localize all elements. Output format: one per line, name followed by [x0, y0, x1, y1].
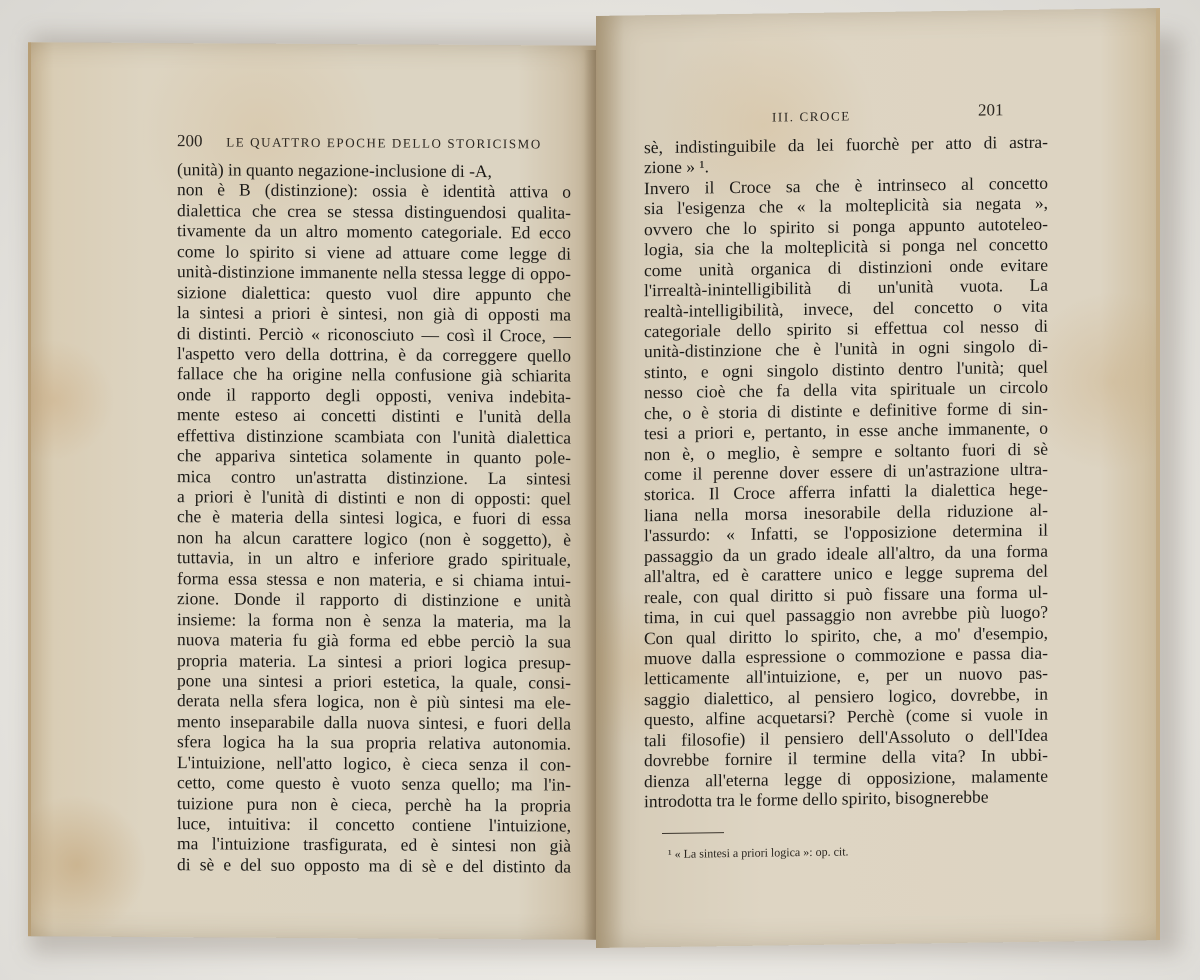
text-line: a priori è l'unità di distinti e non di opposti: quel	[177, 486, 571, 509]
text-line: tuizione pura non è cieca, perchè ha la propria	[177, 792, 571, 816]
text-line: sè, indistinguibile da lei fuorchè per atto di astra-	[644, 131, 1048, 158]
text-line: pone una sintesi a priori estetica, la quale, consi-	[177, 670, 571, 693]
right-body-text	[644, 132, 1048, 812]
right-running-head: III. CROCE	[772, 108, 851, 125]
text-line: derata nella sfera logica, non è più sintesi ma ele-	[177, 690, 571, 713]
text-line: unità-distinzione che è l'unità in ogni singolo di-	[644, 336, 1048, 362]
text-line: questo, alfine acquetarsi? Perchè (come si vuole in	[644, 703, 1048, 730]
text-line: zione. Donde il rapporto di distinzione e unità	[177, 588, 571, 611]
left-running-head: LE QUATTRO EPOCHE DELLO STORICISMO	[226, 134, 542, 152]
text-line: nesso cioè che fa della vita spirituale un circolo	[644, 376, 1048, 403]
text-line: non ha alcun carattere logico (non è soggetto), è	[177, 527, 571, 550]
text-line: come lo spirito si viene ad attuare come legge di	[177, 240, 571, 264]
left-page	[28, 42, 603, 940]
text-line: di sè e del suo opposto ma di sè e del distinto da	[177, 854, 571, 877]
text-line: ovvero che lo spirito si ponga appunto autoteleo-	[644, 213, 1048, 240]
text-line: liana nella morsa inesorabile della riduzione al-	[644, 499, 1048, 526]
footnote: ¹ « La sintesi a priori logica »: op. cit.	[668, 844, 849, 861]
text-line: L'intuizione, nell'atto logico, è cieca senza il con-	[177, 751, 571, 775]
text-line: non è, o meglio, è sempre e soltanto fuori di sè	[644, 438, 1048, 464]
text-line: che, o è storia di distinte e definitive forme di sin-	[644, 397, 1048, 423]
text-line: zione » ¹.	[644, 156, 710, 178]
text-line: Invero il Croce sa che è intrinseco al concetto	[644, 172, 1048, 199]
text-line: dienza all'eterna legge di opposizione, malamente	[644, 765, 1048, 791]
text-line: che è materia della sintesi logica, e fuori di essa	[177, 506, 571, 529]
text-line: l'irrealtà-inintelligibilità di un'unità vuota. La	[644, 274, 1048, 301]
text-line: reale, con qual diritto si può fissare una forma ul-	[644, 581, 1048, 607]
left-page-number: 200	[177, 131, 203, 151]
text-line: cetto, come questo è vuoto senza quello; ma l'in-	[177, 772, 571, 795]
text-line: mica contro un'astratta distinzione. La sintesi	[177, 465, 571, 489]
text-line: realtà-intelligibilità, invece, del concetto o vita	[644, 295, 1048, 321]
text-line: la sintesi a priori è sintesi, non già di opposti ma	[177, 302, 571, 325]
text-line: fallace che ha origine nella confusione già schiarita	[177, 363, 571, 386]
text-line: unità-distinzione immanente nella stessa legge di oppo-	[177, 261, 571, 284]
text-line: tima, in cui quel passaggio non avrebbe più luogo?	[644, 601, 1048, 628]
text-line: (unità) in quanto negazione-inclusione di -A,	[177, 159, 492, 182]
text-line: l'assurdo: « Infatti, se l'opposizione determina il	[644, 519, 1048, 546]
footnote-rule	[662, 832, 724, 834]
text-line: sia l'esigenza che « la molteplicità sia negata »,	[644, 192, 1048, 219]
text-line: come unità organica di distinzioni onde evitare	[644, 254, 1048, 280]
right-page	[596, 8, 1160, 948]
text-line: logia, sia che la molteplicità si ponga nel concetto	[644, 233, 1048, 260]
left-body-text	[177, 159, 571, 877]
text-line: Con qual diritto lo spirito, che, a mo' d'esempio,	[644, 622, 1048, 648]
text-line: letticamente all'intuizione, e, per un nuovo pas-	[644, 663, 1048, 689]
right-page-number: 201	[978, 100, 1004, 120]
text-line: effettiva distinzione scambiata con l'unità dialettica	[177, 424, 571, 448]
text-line: forma essa stessa e non materia, e si chiama intui-	[177, 567, 571, 591]
text-line: ma l'intuizione trasfigurata, ed è sintesi non già	[177, 833, 571, 856]
text-line: saggio dialettico, al pensiero logico, dovrebbe, in	[644, 683, 1048, 710]
text-line: tesi a priori e, pertanto, in esse anche immanente, o	[644, 417, 1048, 444]
text-line: storica. Il Croce afferra infatti la dialettica hege-	[644, 479, 1048, 505]
text-line: sizione dialettica: questo vuol dire appunto che	[177, 281, 571, 305]
text-line: stinto, e ogni singolo distinto dentro l'unità; quel	[644, 356, 1048, 383]
text-line: muove dalla espressione o commozione e passa dia-	[644, 642, 1048, 669]
text-line: luce, intuitiva: il concetto contiene l'intuizione,	[177, 813, 571, 836]
text-line: introdotta tra le forme dello spirito, bisognerebbe	[644, 786, 989, 812]
text-line: sfera logica ha la sua propria relativa autonomia.	[177, 731, 571, 754]
text-line: tivamente da un altro momento categoriale. Ed ecco	[177, 220, 571, 243]
text-line: onde il rapporto degli opposti, veniva indebita-	[177, 383, 571, 407]
text-line: di distinti. Perciò « riconosciuto — così il Croce, —	[177, 322, 571, 346]
text-line: non è B (distinzione): ossia è identità attiva o	[177, 179, 571, 202]
text-line: che appariva sintetica solamente in quanto pole-	[177, 445, 571, 468]
text-line: categoriale dello spirito si effettua col nesso di	[644, 315, 1048, 342]
text-line: nuova materia fu già forma ed ebbe perciò la sua	[177, 629, 571, 652]
text-line: tuttavia, in un altro e inferiore grado spirituale,	[177, 547, 571, 570]
text-line: come il perenne dover essere di un'astrazione ultra-	[644, 458, 1048, 485]
text-line: l'aspetto vero della dottrina, è da correggere quello	[177, 343, 571, 366]
text-line: tali filosofie) il pensiero dell'Assoluto o dell'Idea	[644, 724, 1048, 750]
text-line: mente esteso ai concetti distinti e l'unità della	[177, 404, 571, 427]
text-line: all'altra, ed è carattere unico e legge suprema del	[644, 560, 1048, 587]
text-line: propria materia. La sintesi a priori logica presup-	[177, 649, 571, 673]
text-line: dialettica che crea se stessa distinguendosi qualita-	[177, 200, 571, 223]
text-line: passaggio da un grado ideale all'altro, da una forma	[644, 540, 1048, 567]
text-line: dovrebbe fornire il termine della vita? In ubbi-	[644, 744, 1048, 771]
left-running-head-row	[177, 131, 542, 153]
text-line: insieme: la forma non è senza la materia, ma la	[177, 608, 571, 632]
text-line: mento inseparabile dalla nuova sintesi, e fuori della	[177, 710, 571, 734]
